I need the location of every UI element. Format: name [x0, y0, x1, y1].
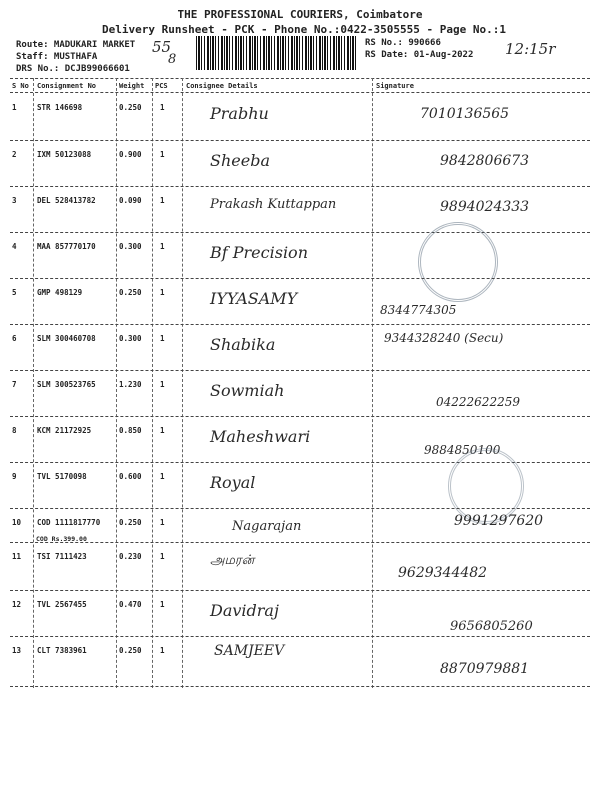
row-sno: 5 [12, 288, 17, 297]
row-sno: 4 [12, 242, 17, 251]
row-sno: 1 [12, 103, 17, 112]
header-rule [10, 92, 590, 93]
row-consignee: Bf Precision [210, 243, 308, 262]
row-sno: 6 [12, 334, 17, 343]
table-row [0, 371, 600, 417]
row-weight: 0.090 [119, 196, 142, 205]
col-header-sno: S No [12, 82, 29, 90]
row-signature: 8344774305 [380, 303, 457, 317]
row-sno: 3 [12, 196, 17, 205]
row-signature: 9884850100 [424, 443, 501, 457]
col-header-weight: Weight [119, 82, 145, 90]
row-signature: 9842806673 [440, 153, 530, 169]
row-consignee: அமரன் [210, 553, 255, 568]
table-row [0, 233, 600, 279]
row-pcs: 1 [160, 242, 165, 251]
col-header-pcs: PCS [155, 82, 168, 90]
table-row [0, 94, 600, 140]
row-consignment: CLT 7383961 [37, 646, 87, 655]
row-signature: 9991297620 [454, 513, 544, 529]
row-pcs: 1 [160, 552, 165, 561]
row-consignee: Royal [210, 473, 256, 492]
col-header-signature: Signature [376, 82, 414, 90]
row-signature: 9894024333 [440, 199, 530, 215]
handwritten-time: 12:15r [505, 40, 556, 58]
table-row [0, 141, 600, 187]
cod-amount: COD Rs.399.00 [36, 535, 87, 543]
table-row [0, 325, 600, 371]
row-sno: 2 [12, 150, 17, 159]
row-consignee: Davidraj [210, 601, 279, 620]
row-consignee: IYYASAMY [210, 289, 298, 308]
row-sno: 13 [12, 646, 22, 655]
row-pcs: 1 [160, 334, 165, 343]
drs-label: DRS No.: DCJB99066601 [16, 64, 130, 74]
row-consignee: Prakash Kuttappan [210, 197, 337, 212]
row-consignment: DEL 528413782 [37, 196, 96, 205]
row-consignment: KCM 21172925 [37, 426, 92, 435]
row-consignee: Shabika [210, 335, 276, 354]
row-weight: 0.250 [119, 518, 142, 527]
row-consignment: TSI 7111423 [37, 552, 87, 561]
row-consignment: MAA 857770170 [37, 242, 96, 251]
row-weight: 0.300 [119, 242, 142, 251]
handwritten-count: 55 [152, 38, 172, 56]
row-pcs: 1 [160, 426, 165, 435]
row-pcs: 1 [160, 600, 165, 609]
row-weight: 0.230 [119, 552, 142, 561]
row-sno: 12 [12, 600, 22, 609]
table-row [0, 637, 600, 683]
row-signature: 04222622259 [436, 395, 520, 409]
row-signature: 8870979881 [440, 661, 530, 677]
row-signature: 9629344482 [398, 565, 488, 581]
table-bottom-rule [10, 686, 590, 687]
rs-date-label: RS Date: 01-Aug-2022 [365, 50, 474, 60]
row-consignee: Nagarajan [232, 519, 302, 534]
row-consignment: TVL 5170098 [37, 472, 87, 481]
row-consignee: Sheeba [210, 151, 270, 170]
row-pcs: 1 [160, 103, 165, 112]
row-sno: 7 [12, 380, 17, 389]
row-consignee: SAMJEEV [214, 643, 285, 659]
row-consignee: Sowmiah [210, 381, 285, 400]
row-weight: 0.250 [119, 103, 142, 112]
row-consignment: TVL 2567455 [37, 600, 87, 609]
row-weight: 0.250 [119, 646, 142, 655]
row-consignment: GMP 498129 [37, 288, 83, 297]
staff-label: Staff: MUSTHAFA [16, 52, 98, 62]
row-weight: 1.230 [119, 380, 142, 389]
row-signature: 9656805260 [450, 619, 533, 634]
runsheet-subtitle: Delivery Runsheet - PCK - Phone No.:0422-3505555 - Page No.:1 [102, 23, 506, 36]
row-pcs: 1 [160, 288, 165, 297]
row-weight: 0.250 [119, 288, 142, 297]
row-consignment: IXM 50123088 [37, 150, 92, 159]
col-header-consignee: Consignee Details [186, 82, 258, 90]
row-signature: 7010136565 [420, 106, 510, 122]
handwritten-count-2: 8 [168, 52, 177, 67]
table-row [0, 187, 600, 233]
col-header-consignment: Consignment No [37, 82, 97, 90]
row-consignment: STR 146698 [37, 103, 83, 112]
row-pcs: 1 [160, 518, 165, 527]
row-weight: 0.600 [119, 472, 142, 481]
row-pcs: 1 [160, 472, 165, 481]
rs-no-label: RS No.: 990666 [365, 38, 441, 48]
row-signature: 9344328240 (Secu) [384, 331, 504, 345]
row-consignment: COD 1111817770 [37, 518, 101, 527]
row-sno: 8 [12, 426, 17, 435]
row-consignee: Maheshwari [210, 427, 311, 446]
row-consignee: Prabhu [210, 104, 269, 123]
row-weight: 0.900 [119, 150, 142, 159]
route-label: Route: MADUKARI MARKET [16, 40, 136, 50]
row-pcs: 1 [160, 196, 165, 205]
row-weight: 0.850 [119, 426, 142, 435]
table-row [0, 279, 600, 325]
row-pcs: 1 [160, 150, 165, 159]
row-pcs: 1 [160, 380, 165, 389]
row-weight: 0.300 [119, 334, 142, 343]
row-pcs: 1 [160, 646, 165, 655]
row-sno: 11 [12, 552, 22, 561]
row-weight: 0.470 [119, 600, 142, 609]
table-top-rule [10, 78, 590, 79]
row-sno: 9 [12, 472, 17, 481]
row-consignment: SLM 300523765 [37, 380, 96, 389]
barcode-icon [196, 36, 356, 70]
company-title: THE PROFESSIONAL COURIERS, Coimbatore [177, 8, 423, 21]
table-row [0, 543, 600, 589]
row-sno: 10 [12, 518, 22, 527]
row-consignment: SLM 300460708 [37, 334, 96, 343]
table-row [0, 591, 600, 637]
